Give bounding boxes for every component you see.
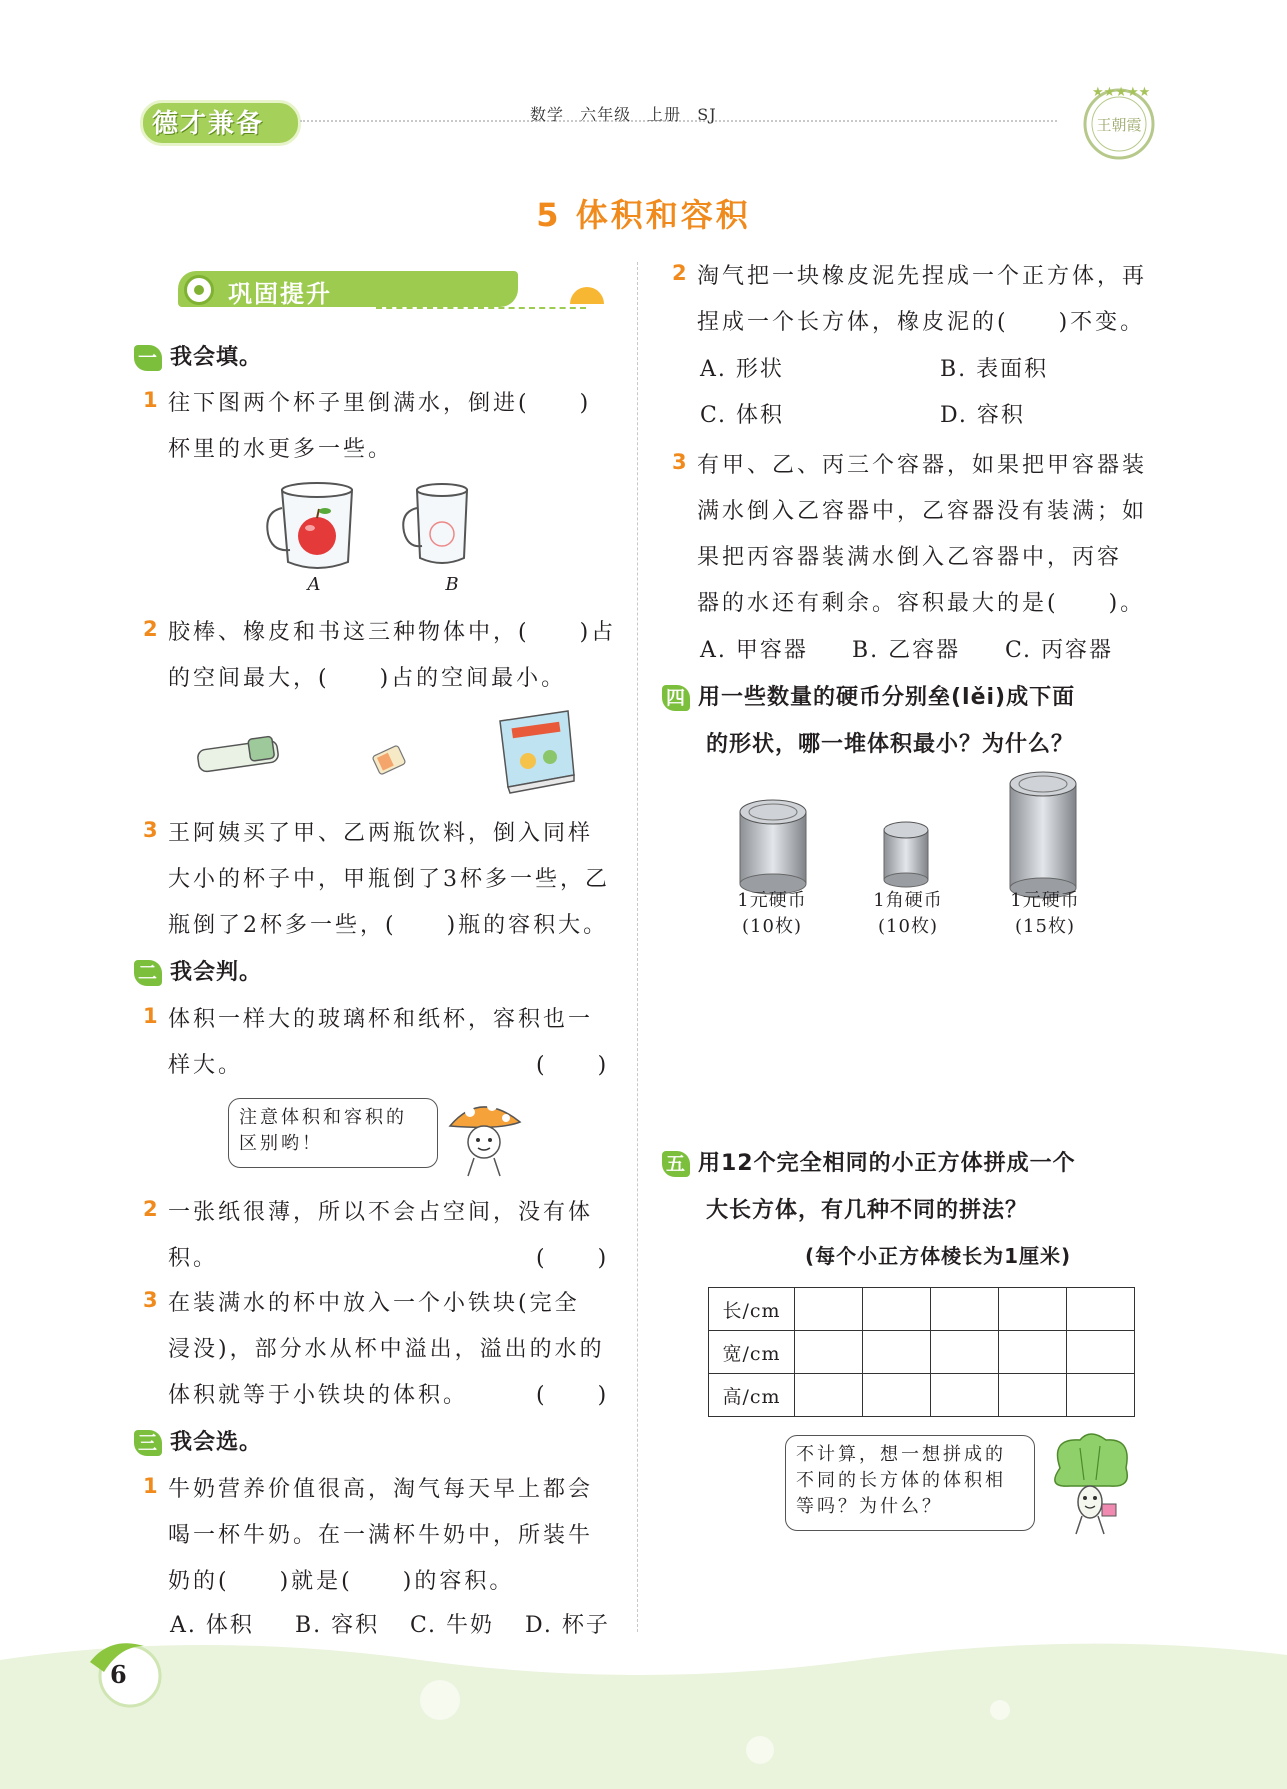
q3-1-number: 1	[143, 1474, 158, 1498]
coin-3-count: (15枚)	[1015, 916, 1075, 937]
q3-1-option-a[interactable]: A. 体积	[170, 1613, 254, 1638]
coin-3-name: 1元硬币	[1010, 890, 1080, 911]
section-3-badge: 三	[134, 1430, 162, 1456]
table-cell[interactable]	[931, 1374, 999, 1417]
q3-2-option-d[interactable]: D. 容积	[940, 403, 1025, 428]
section-5-badge: 五	[662, 1151, 690, 1177]
row-label-length: 长/cm	[709, 1288, 795, 1331]
section-5-line1: 用12个完全相同的小正方体拼成一个	[698, 1151, 1076, 1176]
q1-2-line2: 的空间最大，( )占的空间最小。	[168, 666, 567, 691]
coin-2-name: 1角硬币	[873, 890, 943, 911]
q3-2-line2: 捏成一个长方体，橡皮泥的( )不变。	[697, 310, 1146, 335]
q2-2-line2: 积。	[168, 1246, 219, 1271]
section-3-heading	[134, 1425, 262, 1456]
section-2-heading	[134, 955, 262, 986]
section-2-badge: 二	[134, 960, 162, 986]
bottom-decoration	[0, 1630, 1287, 1789]
publisher-seal	[1078, 80, 1160, 162]
section-1-title: 我会填。	[170, 345, 263, 370]
coin-1-count: (10枚)	[742, 916, 802, 937]
table-cell[interactable]	[795, 1331, 863, 1374]
q3-2-option-a[interactable]: A. 形状	[700, 357, 784, 382]
table-cell[interactable]	[863, 1374, 931, 1417]
section-5-line2: 大长方体，有几种不同的拼法？	[706, 1198, 1029, 1223]
glue-stick-icon	[197, 736, 279, 772]
q2-2-answer-paren[interactable]: ( )	[536, 1246, 610, 1271]
table-cell[interactable]	[1067, 1331, 1135, 1374]
hint-bubble-2-line2: 不同的长方体的体积相	[796, 1470, 1006, 1491]
q3-2-line1: 淘气把一块橡皮泥先捏成一个正方体，再	[697, 264, 1148, 289]
table-cell[interactable]	[795, 1288, 863, 1331]
q1-3-line2: 大小的杯子中，甲瓶倒了3杯多一些，乙	[168, 867, 610, 892]
hint-bubble-2-line1: 不计算，想一想拼成的	[796, 1444, 1006, 1465]
q1-3-line1: 王阿姨买了甲、乙两瓶饮料，倒入同样	[168, 821, 594, 846]
table-row	[709, 1374, 1135, 1417]
q2-1-line1: 体积一样大的玻璃杯和纸杯，容积也一	[168, 1007, 594, 1032]
section-5-note: (每个小正方体棱长为1厘米)	[805, 1244, 1072, 1268]
cup-b-label: B	[445, 574, 459, 593]
section-1-heading	[134, 340, 262, 371]
section-banner	[136, 265, 616, 315]
table-cell[interactable]	[999, 1374, 1067, 1417]
coin-1-name: 1元硬币	[737, 890, 807, 911]
q3-1-line3: 奶的( )就是( )的容积。	[168, 1569, 515, 1594]
q3-3-number: 3	[672, 450, 687, 474]
table-cell[interactable]	[863, 1331, 931, 1374]
q2-3-line1: 在装满水的杯中放入一个小铁块(完全	[168, 1291, 580, 1316]
q3-3-line1: 有甲、乙、丙三个容器，如果把甲容器装	[697, 453, 1148, 478]
q2-3-line3: 体积就等于小铁块的体积。	[168, 1383, 469, 1408]
table-cell[interactable]	[1067, 1288, 1135, 1331]
q3-2-option-c[interactable]: C. 体积	[700, 403, 785, 428]
column-divider	[637, 262, 638, 1632]
q3-1-line1: 牛奶营养价值很高，淘气每天早上都会	[168, 1477, 594, 1502]
sun-icon	[570, 287, 604, 304]
q2-1-number: 1	[143, 1004, 158, 1028]
coin-stacks-illustration	[730, 770, 1090, 900]
table-cell[interactable]	[931, 1331, 999, 1374]
coin-2-count: (10枚)	[878, 916, 938, 937]
brand-text: 德才兼备	[152, 109, 265, 139]
table-row	[709, 1331, 1135, 1374]
section-3-title: 我会选。	[170, 1430, 263, 1455]
coin-1-caption	[712, 888, 832, 940]
section-4-badge: 四	[662, 685, 690, 711]
hint-bubble-1	[228, 1098, 438, 1168]
q3-1-line2: 喝一杯牛奶。在一满杯牛奶中，所装牛	[168, 1523, 594, 1548]
q3-1-option-c[interactable]: C. 牛奶	[410, 1613, 495, 1638]
q2-3-answer-paren[interactable]: ( )	[536, 1383, 610, 1408]
table-cell[interactable]	[931, 1288, 999, 1331]
q3-3-line3: 果把丙容器装满水倒入乙容器中，丙容	[697, 545, 1123, 570]
cup-a-label: A	[307, 574, 321, 593]
page-number: 6	[110, 1660, 127, 1689]
section-2-title: 我会判。	[170, 960, 263, 985]
page-title: 5 体积和容积	[536, 196, 751, 234]
q3-3-option-a[interactable]: A. 甲容器	[700, 638, 808, 663]
q2-2-number: 2	[143, 1197, 158, 1221]
q3-3-option-b[interactable]: B. 乙容器	[852, 638, 961, 663]
q2-1-answer-paren[interactable]: ( )	[536, 1053, 610, 1078]
table-cell[interactable]	[999, 1331, 1067, 1374]
q1-1-line2: 杯里的水更多一些。	[168, 437, 394, 462]
cabbage-mascot-icon	[1040, 1428, 1140, 1538]
coin-stack-2	[884, 822, 928, 887]
cup-b	[403, 484, 467, 563]
coin-stack-3	[1010, 772, 1076, 898]
q3-1-option-b[interactable]: B. 容积	[295, 1613, 380, 1638]
coin-stack-1	[740, 800, 806, 894]
q2-2-line1: 一张纸很薄，所以不会占空间，没有体	[168, 1200, 594, 1225]
q3-3-line2: 满水倒入乙容器中，乙容器没有装满；如	[697, 499, 1148, 524]
q1-3-line3: 瓶倒了2杯多一些，( )瓶的容积大。	[168, 913, 609, 938]
table-cell[interactable]	[999, 1288, 1067, 1331]
q1-2-line1: 胶棒、橡皮和书这三种物体中，( )占	[168, 620, 617, 645]
row-label-width: 宽/cm	[709, 1331, 795, 1374]
hint-bubble-1-line2: 区别哟！	[239, 1133, 323, 1154]
q3-3-option-c[interactable]: C. 丙容器	[1005, 638, 1114, 663]
q2-3-number: 3	[143, 1288, 158, 1312]
section-4-line2: 的形状，哪一堆体积最小？为什么？	[706, 732, 1075, 757]
section-1-badge: 一	[134, 345, 162, 371]
table-cell[interactable]	[863, 1288, 931, 1331]
table-cell[interactable]	[1067, 1374, 1135, 1417]
banner-label: 巩固提升	[228, 280, 332, 308]
answer-table	[708, 1287, 1135, 1417]
cup-a	[267, 483, 352, 568]
objects-illustration	[190, 705, 590, 805]
svg-text:★★★★★: ★★★★★	[1092, 85, 1151, 100]
header-info: 数学 六年级 上册 SJ	[530, 105, 717, 124]
section-4-heading	[662, 680, 1075, 711]
q3-3-line4: 器的水还有剩余。容积最大的是( )。	[697, 591, 1146, 616]
cups-illustration	[262, 478, 492, 593]
brand-logo	[130, 88, 300, 146]
q3-1-option-d[interactable]: D. 杯子	[525, 1613, 610, 1638]
q1-2-number: 2	[143, 617, 158, 641]
book-icon	[500, 711, 574, 793]
hint-bubble-2-line3: 等吗？为什么？	[796, 1496, 943, 1517]
hint-bubble-2	[785, 1435, 1035, 1531]
row-label-height: 高/cm	[709, 1374, 795, 1417]
table-row	[709, 1288, 1135, 1331]
eraser-icon	[372, 745, 406, 775]
table-cell[interactable]	[795, 1374, 863, 1417]
section-5-heading	[662, 1146, 1076, 1177]
svg-text:王朝霞: 王朝霞	[1096, 116, 1142, 134]
q3-2-number: 2	[672, 261, 687, 285]
q2-1-line2: 样大。	[168, 1053, 244, 1078]
mushroom-mascot-icon	[440, 1090, 530, 1180]
q1-1-number: 1	[143, 388, 158, 412]
q1-3-number: 3	[143, 818, 158, 842]
hint-bubble-1-line1: 注意体积和容积的	[239, 1107, 407, 1128]
q1-1-line1: 往下图两个杯子里倒满水，倒进( )	[168, 391, 592, 416]
coin-2-caption	[848, 888, 968, 940]
coin-3-caption	[985, 888, 1105, 940]
target-icon	[184, 275, 214, 305]
section-4-line1: 用一些数量的硬币分别垒(lěi)成下面	[698, 685, 1076, 710]
q3-2-option-b[interactable]: B. 表面积	[940, 357, 1049, 382]
q2-3-line2: 浸没)，部分水从杯中溢出，溢出的水的	[168, 1337, 605, 1362]
